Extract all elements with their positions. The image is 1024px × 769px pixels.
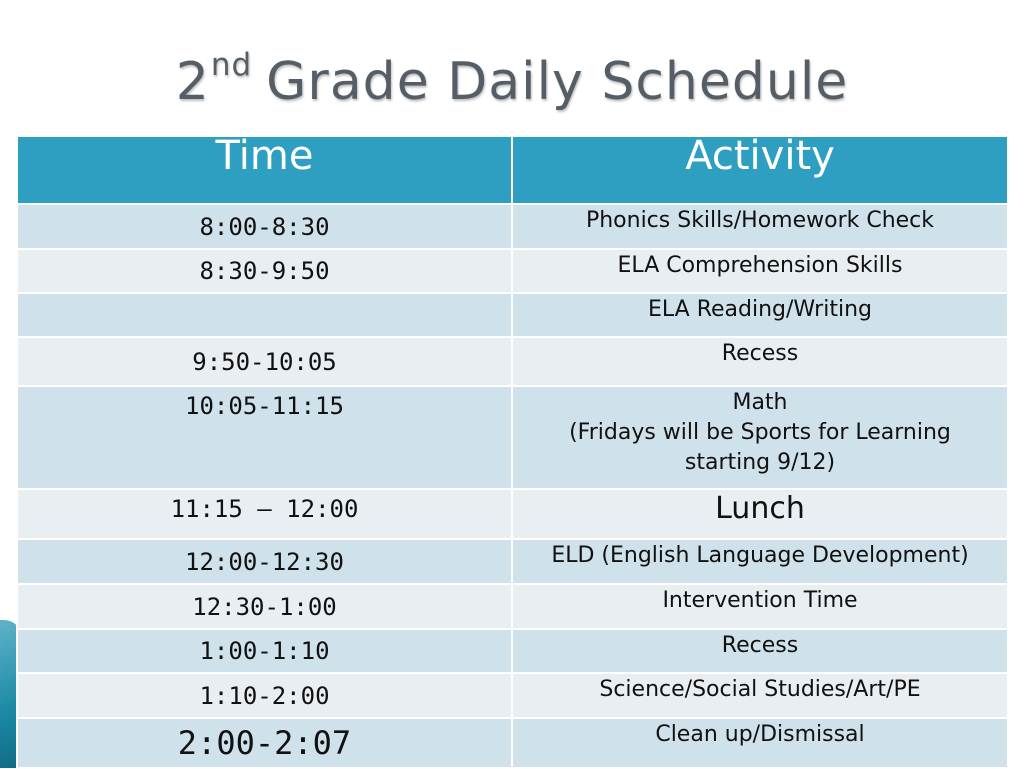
activity-cell: [512, 489, 1008, 539]
activity-cell: [512, 673, 1008, 718]
activity-line: ELD (English Language Development): [551, 543, 969, 568]
table-row: [17, 337, 1008, 386]
time-cell: [17, 293, 512, 337]
time-cell: 1:00-1:10: [17, 629, 512, 673]
table-row: [17, 489, 1008, 539]
time-cell: 8:00-8:30: [17, 204, 512, 249]
title-suffix: nd: [210, 46, 253, 83]
table-row: [17, 718, 1008, 768]
time-cell: 1:10-2:00: [17, 673, 512, 718]
table-row: [17, 293, 1008, 337]
activity-line: ELA Reading/Writing: [648, 297, 872, 322]
table-row: [17, 204, 1008, 249]
activity-cell: [512, 718, 1008, 768]
activity-line: Phonics Skills/Homework Check: [585, 208, 935, 233]
activity-line: (Fridays will be Sports for Learning: [569, 420, 951, 445]
activity-cell: [512, 293, 1008, 337]
activity-line: Science/Social Studies/Art/PE: [599, 677, 921, 702]
time-cell: 8:30-9:50: [17, 249, 512, 293]
time-cell: 9:50-10:05: [17, 337, 512, 386]
activity-cell: [512, 249, 1008, 293]
table-row: [17, 673, 1008, 718]
activity-line: Clean up/Dismissal: [655, 722, 865, 747]
activity-line: Intervention Time: [662, 588, 858, 613]
activity-line: Recess: [721, 341, 799, 366]
activity-cell: [512, 629, 1008, 673]
title-number: 2: [175, 52, 210, 112]
time-cell: 12:00-12:30: [17, 539, 512, 584]
activity-line: ELA Comprehension Skills: [617, 253, 903, 278]
table-row: [17, 386, 1008, 489]
time-cell: 12:30-1:00: [17, 584, 512, 629]
time-cell: 11:15 – 12:00: [17, 489, 512, 539]
page-title: [0, 46, 1024, 112]
activity-line: Math: [732, 390, 788, 415]
activity-line: Lunch: [715, 491, 805, 526]
activity-line: starting 9/12): [684, 450, 836, 475]
activity-cell: [512, 386, 1008, 489]
table-row: [17, 629, 1008, 673]
activity-cell: [512, 584, 1008, 629]
title-text: Grade Daily Schedule: [266, 52, 849, 112]
activity-line: Recess: [721, 633, 799, 658]
header-time: Time: [17, 136, 512, 204]
time-cell: 2:00-2:07: [17, 718, 512, 768]
activity-cell: [512, 337, 1008, 386]
table-row: [17, 249, 1008, 293]
table-header-row: [17, 136, 1008, 204]
table-row: [17, 584, 1008, 629]
table-row: [17, 539, 1008, 584]
header-activity: Activity: [512, 136, 1008, 204]
activity-cell: [512, 539, 1008, 584]
activity-cell: [512, 204, 1008, 249]
time-cell: 10:05-11:15: [17, 386, 512, 489]
schedule-table: [16, 135, 1009, 769]
